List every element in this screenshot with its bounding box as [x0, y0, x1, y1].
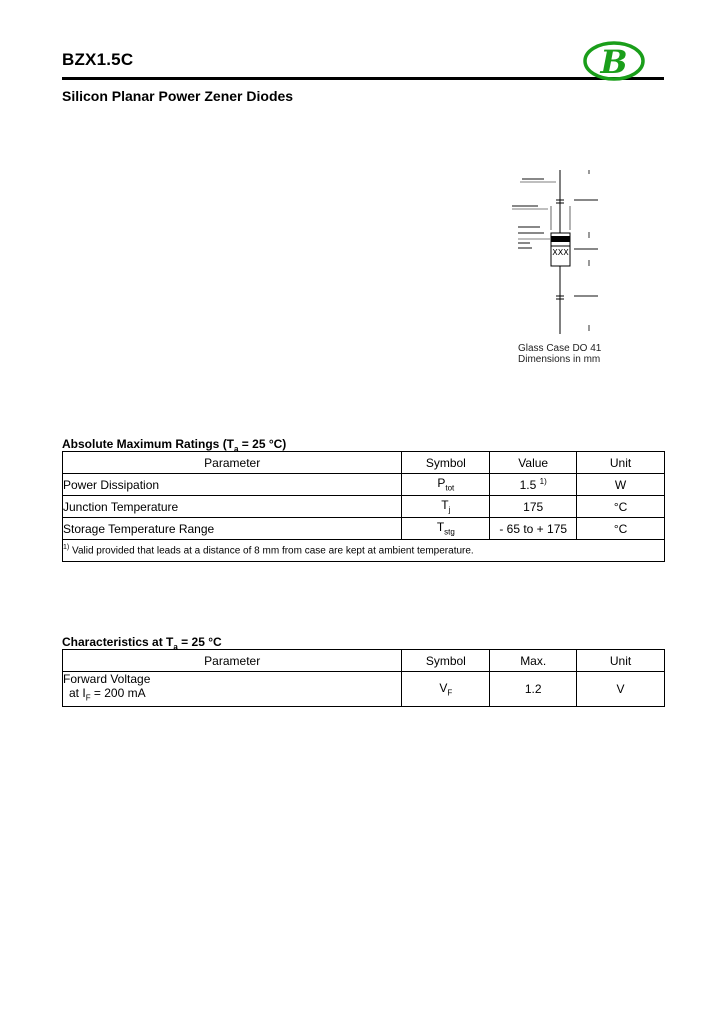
characteristics-table: [62, 649, 665, 707]
header-symbol: Symbol: [402, 650, 490, 672]
table-row: [63, 518, 665, 540]
value-cell: 175: [490, 496, 577, 518]
parameter-cell: [63, 672, 402, 707]
abs-max-title: Absolute Maximum Ratings ($T_a = 25$ °C): [62, 437, 287, 454]
table-row: [63, 672, 665, 707]
header-rule: [62, 77, 664, 80]
table-header-row: [63, 452, 665, 474]
abs-max-table: [62, 451, 665, 562]
subtitle: Silicon Planar Power Zener Diodes: [62, 88, 294, 104]
table-row: [63, 496, 665, 518]
unit-cell: °C: [577, 496, 665, 518]
cathode-band: [551, 236, 570, 242]
footnote-row: [63, 540, 665, 562]
package-caption-line1: Glass Case DO 41: [518, 343, 602, 354]
header-symbol: Symbol: [402, 452, 490, 474]
header-value: Value: [490, 452, 577, 474]
header-parameter: Parameter: [63, 650, 402, 672]
brand-logo: [582, 40, 646, 82]
max-cell: 1.2: [490, 672, 577, 707]
header-unit: Unit: [577, 650, 665, 672]
symbol-cell: $V_F$: [402, 672, 490, 707]
unit-cell: °C: [577, 518, 665, 540]
parameter-cell: Power Dissipation: [63, 474, 402, 496]
symbol-cell: $T_j$: [402, 496, 490, 518]
value-cell: 1.5 $^{1)}$: [490, 474, 577, 496]
package-outline-drawing: [500, 162, 620, 367]
value-cell: - 65 to + 175: [490, 518, 577, 540]
parameter-cell: Storage Temperature Range: [63, 518, 402, 540]
parameter-line1: Forward Voltage: [63, 672, 151, 687]
package-caption-line2: Dimensions in mm: [518, 354, 601, 365]
parameter-cell: Junction Temperature: [63, 496, 402, 518]
header-unit: Unit: [577, 452, 665, 474]
table-header-row: [63, 650, 665, 672]
characteristics-title: Characteristics at $T_a = 25$ °C: [62, 635, 222, 652]
logo-letter: B: [600, 43, 628, 81]
table-row: [63, 474, 665, 496]
unit-cell: V: [577, 672, 665, 707]
part-number: BZX1.5C: [62, 50, 134, 69]
header-parameter: Parameter: [63, 452, 402, 474]
header-max: Max.: [490, 650, 577, 672]
package-marking: XXX: [552, 248, 569, 257]
unit-cell: W: [577, 474, 665, 496]
package-caption: [518, 343, 601, 365]
footnote: $^{1)}$ Valid provided that leads at a distance of 8 mm from case are kept at ambient temperature.: [63, 540, 665, 562]
parameter-line2: at $I_F = 200$ mA: [69, 686, 146, 703]
symbol-cell: $P_{tot}$: [402, 474, 490, 496]
symbol-cell: $T_{stg}$: [402, 518, 490, 540]
